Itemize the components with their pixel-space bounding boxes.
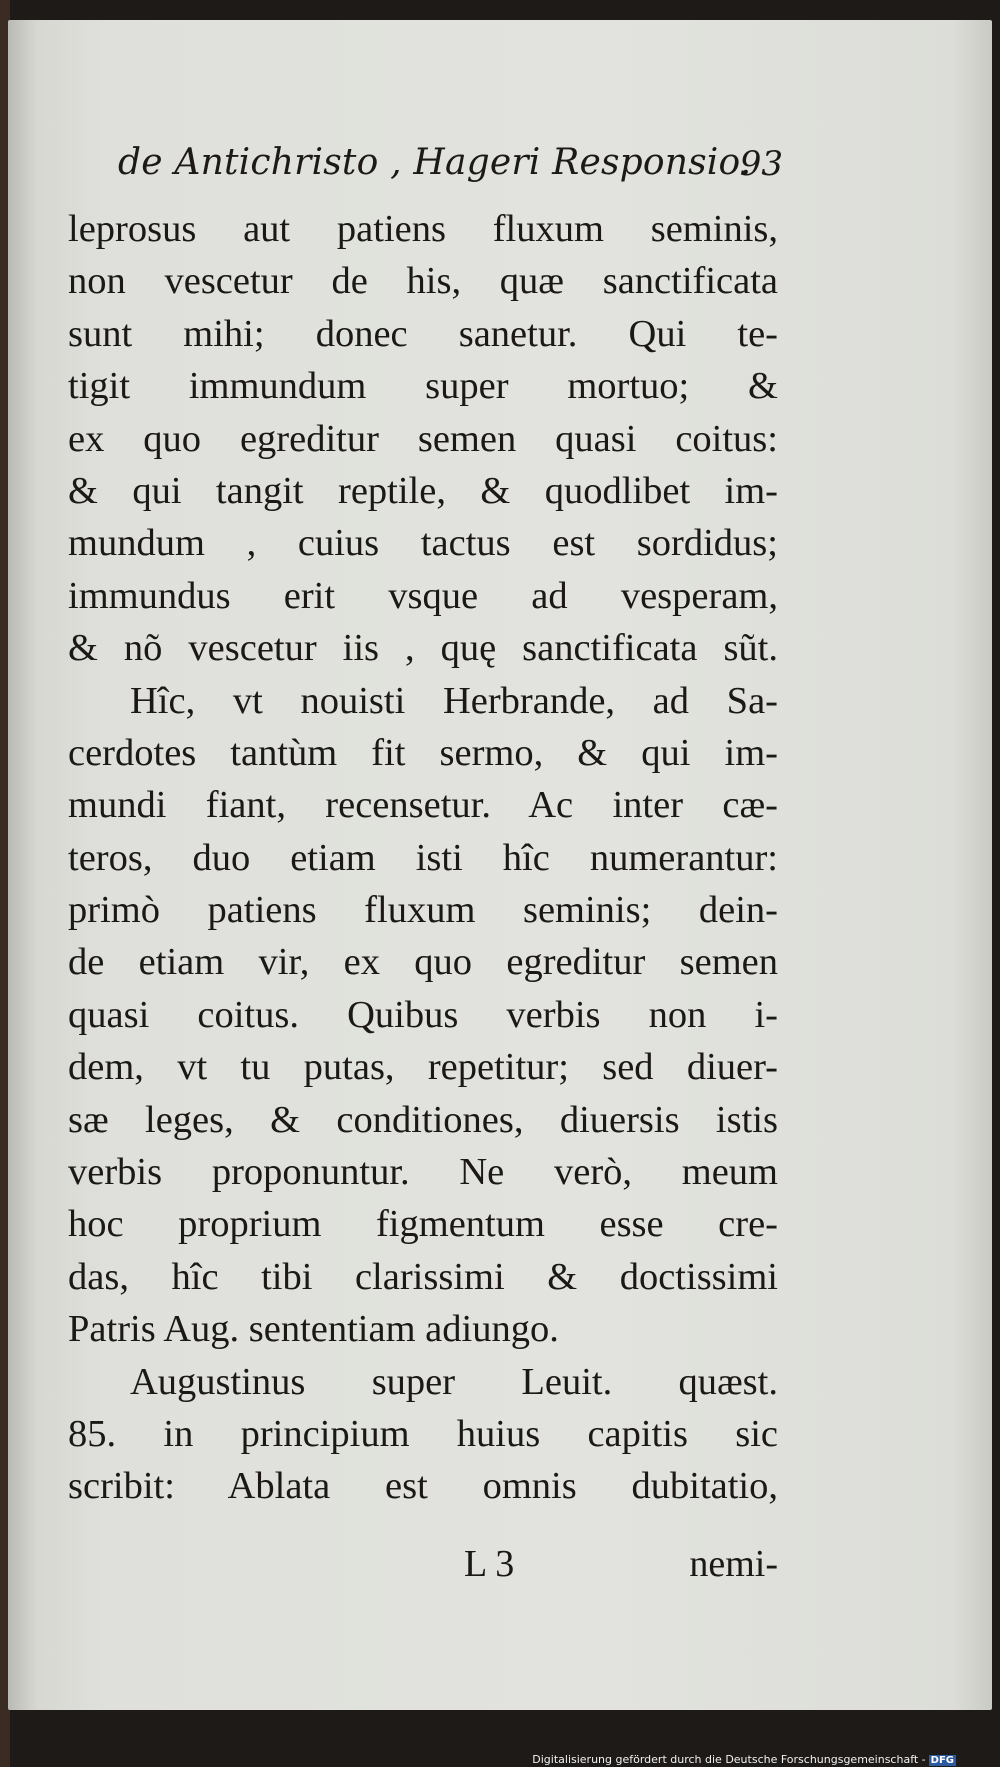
text-line: tigit immundum super mortuo; & [68, 365, 778, 408]
paragraph-first-line: Hîc, vt nouisti Herbrande, ad Sa- [130, 679, 778, 722]
dfg-logo: DFG [930, 1754, 954, 1766]
paragraph-last-line: Patris Aug. sententiam adiungo. [68, 1308, 559, 1351]
text-line: mundi fiant, recensetur. Ac inter cæ- [68, 784, 778, 827]
page-number: 93 [739, 144, 783, 184]
text-line: primò patiens fluxum seminis; dein- [68, 889, 778, 932]
text-line: sunt mihi; donec sanetur. Qui te- [68, 312, 778, 355]
catchword: nemi- [689, 1543, 778, 1585]
body-text [68, 203, 778, 1513]
text-line: scribit: Ablata est omnis dubitatio, [68, 1465, 778, 1508]
text-line: ex quo egreditur semen quasi coitus: [68, 417, 778, 460]
text-line: 85. in principium huius capitis sic [68, 1412, 778, 1455]
text-line: das, hîc tibi clarissimi & doctissimi [68, 1255, 778, 1298]
text-line: dem, vt tu putas, repetitur; sed diuer- [68, 1046, 778, 1089]
text-line: hoc proprium figmentum esse cre- [68, 1203, 778, 1246]
running-header [118, 142, 783, 200]
text-line: teros, duo etiam isti hîc numerantur: [68, 836, 778, 879]
text-line: leprosus aut patiens fluxum seminis, [68, 208, 778, 250]
text-line: quasi coitus. Quibus verbis non i- [68, 993, 778, 1036]
text-line: & qui tangit reptile, & quodlibet im- [68, 469, 778, 512]
page-footer [68, 1542, 778, 1594]
text-line: cerdotes tantùm fit sermo, & qui im- [68, 731, 778, 774]
text-line: de etiam vir, ex quo egreditur semen [68, 941, 778, 984]
credit-text: Digitalisierung gefördert durch die Deutsche Forschungsgemeinschaft - [532, 1753, 926, 1766]
text-line: sæ leges, & conditiones, diuersis istis [68, 1098, 778, 1141]
text-line: & nõ vescetur iis , quę sanctificata sũt. [68, 627, 778, 670]
paragraph-first-line: Augustinus super Leuit. quæst. [130, 1360, 778, 1403]
text-line: non vescetur de his, quæ sanctificata [68, 260, 778, 303]
text-line: immundus erit vsque ad vesperam, [68, 574, 778, 617]
text-line: verbis proponuntur. Ne verò, meum [68, 1151, 778, 1194]
text-line: mundum , cuius tactus est sordidus; [68, 522, 778, 565]
running-title: de Antichristo , Hageri Responsio. [118, 142, 752, 183]
signature-mark: L 3 [464, 1543, 515, 1585]
digitization-credit [532, 1753, 956, 1766]
